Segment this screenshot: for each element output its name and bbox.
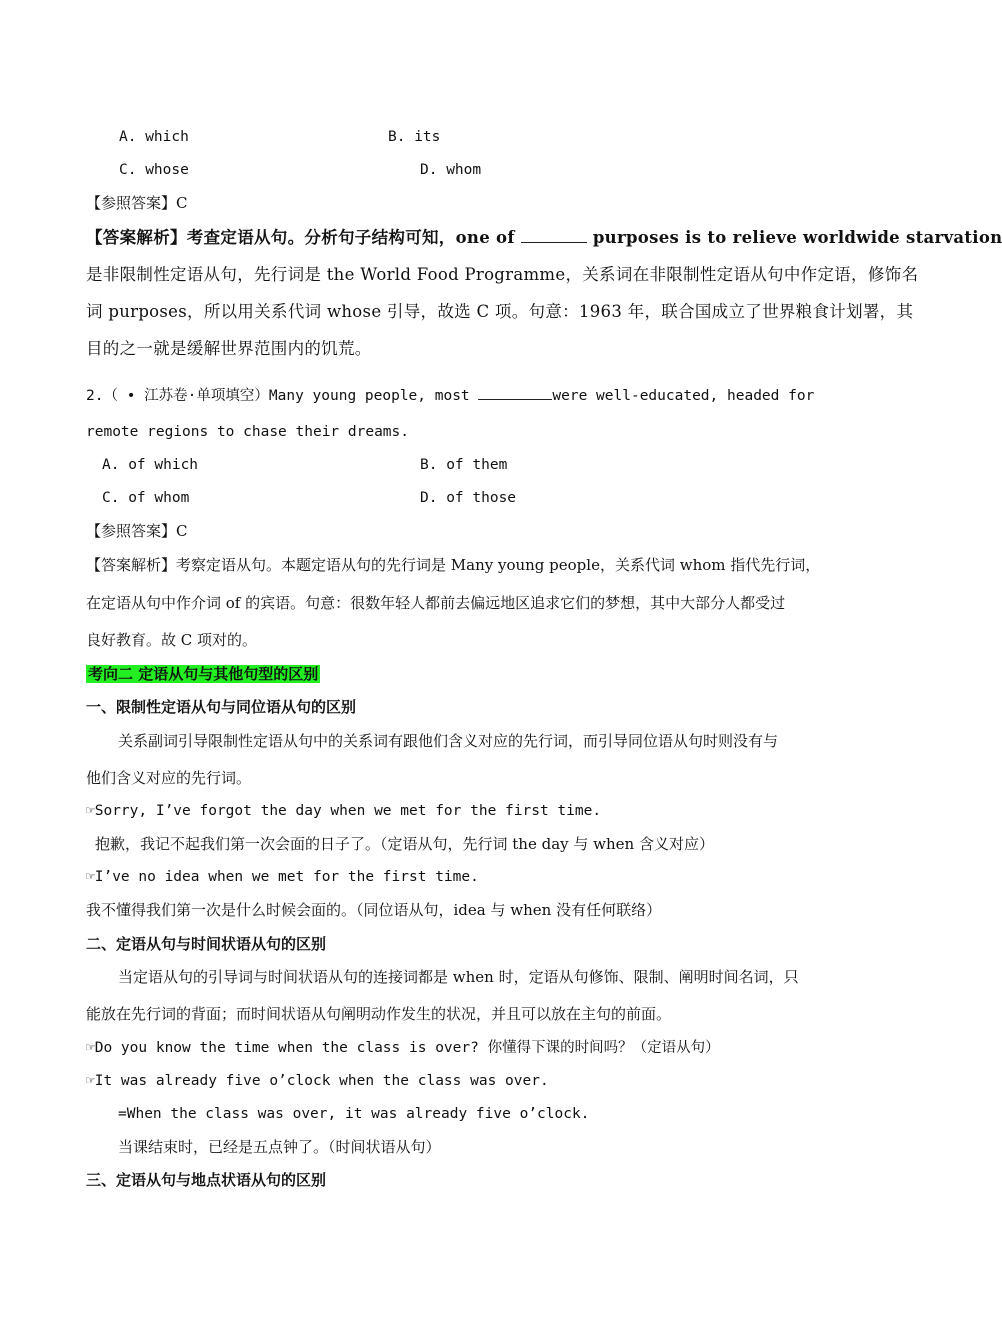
section-heading: 考向二 定语从句与其他句型的区别 xyxy=(88,665,319,683)
q1-option-c: C. whose xyxy=(119,162,189,178)
q2-stem-line-1: 2.（ • 江苏卷·单项填空）Many young people, most were well-educated, headed for xyxy=(86,385,814,406)
part1-example-1: ☞Sorry, I’ve forgot the day when we met for the first time. xyxy=(86,803,602,819)
part2-heading: 二、定语从句与时间状语从句的区别 xyxy=(86,935,327,953)
q2-analysis-line-2: 在定语从句中作介词 of 的宾语。句意：很数年轻人都前去偏远地区追求它们的梦想，其中大部分人都受过 xyxy=(86,594,786,612)
part1-example-2-translation: 我不懂得我们第一次是什么时候会面的。（同位语从句，idea 与 when 没有任何联络） xyxy=(86,901,662,919)
part1-text-line-2: 他们含义对应的先行词。 xyxy=(86,769,252,787)
part2-example-2-translation: 当课结束时，已经是五点钟了。（时间状语从句） xyxy=(118,1138,441,1156)
q2-stem-line-2: remote regions to chase their dreams. xyxy=(86,424,410,440)
q1-option-a: A. which xyxy=(119,129,189,145)
q1-option-d: D. whom xyxy=(420,162,482,178)
part3-heading: 三、定语从句与地点状语从句的区别 xyxy=(86,1171,327,1189)
part2-text-line-2: 能放在先行词的背面；而时间状语从句阐明动作发生的状况，并且可以放在主句的前面。 xyxy=(86,1005,672,1023)
q2-option-c: C. of whom xyxy=(102,490,190,506)
q1-analysis-line-3: 词 purposes，所以用关系代词 whose 引导，故选 C 项。句意：1963 年，联合国成立了世界粮食计划署，其 xyxy=(86,302,914,321)
q2-option-b: B. of them xyxy=(420,457,508,473)
q2-answer: 【参照答案】C xyxy=(86,522,188,540)
q1-analysis-line-1: 【答案解析】考查定语从句。分析句子结构可知，one of purposes is to relieve worldwide starvation xyxy=(86,228,1002,247)
q1-analysis-line-4: 目的之一就是缓解世界范围内的饥荒。 xyxy=(86,339,372,358)
part1-example-1-translation: 抱歉，我记不起我们第一次会面的日子了。（定语从句，先行词 the day 与 when 含义对应） xyxy=(95,835,714,853)
part2-example-2: ☞It was already five o’clock when the class was over. xyxy=(86,1073,549,1089)
part2-example-2-rewrite: =When the class was over, it was already five o’clock. xyxy=(118,1106,590,1122)
part2-example-1: ☞Do you know the time when the class is over? 你懂得下课的时间吗？（定语从句） xyxy=(86,1040,720,1056)
q2-analysis-line-1: 【答案解析】考察定语从句。本题定语从句的先行词是 Many young people，关系代词 whom 指代先行词， xyxy=(86,556,821,574)
q1-option-b: B. its xyxy=(388,129,441,145)
part1-text-line-1: 关系副词引导限制性定语从句中的关系词有跟他们含义对应的先行词，而引导同位语从句时则没有与 xyxy=(118,732,779,750)
part1-heading: 一、限制性定语从句与同位语从句的区别 xyxy=(86,698,357,716)
part2-text-line-1: 当定语从句的引导词与时间状语从句的连接词都是 when 时，定语从句修饰、限制、阐明时间名词，只 xyxy=(118,968,799,986)
q2-option-a: A. of which xyxy=(102,457,199,473)
q2-option-d: D. of those xyxy=(420,490,517,506)
q2-analysis-line-3: 良好教育。故 C 项对的。 xyxy=(86,631,258,649)
part1-example-2: ☞I’ve no idea when we met for the first time. xyxy=(86,869,479,885)
q1-analysis-line-2: 是非限制性定语从句，先行词是 the World Food Programme，关系词在非限制性定语从句中作定语，修饰名 xyxy=(86,265,919,284)
q1-answer: 【参照答案】C xyxy=(86,194,188,212)
